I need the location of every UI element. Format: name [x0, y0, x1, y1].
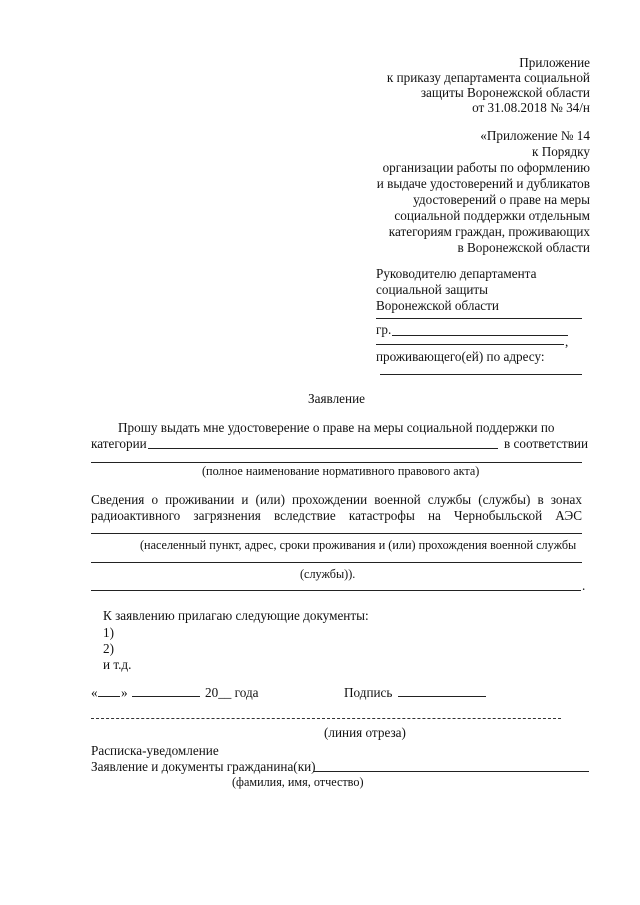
act-caption: (полное наименование нормативного правового акта) — [202, 464, 480, 478]
order-line: к Порядку — [531, 144, 590, 159]
citizen-prefix: гр. — [376, 322, 392, 337]
appendix-line: к приказу департамента социальной — [386, 70, 590, 85]
category-label: категории — [91, 436, 147, 451]
signature-label: Подпись — [344, 685, 393, 700]
date-day-field[interactable] — [98, 696, 120, 697]
extra-field[interactable] — [91, 590, 581, 591]
citizen-fullname-field[interactable] — [313, 771, 589, 772]
date-close-quote: » — [121, 685, 128, 700]
addressee-line: Руководителю департамента — [376, 266, 537, 281]
service-field[interactable] — [91, 562, 582, 563]
addressee-line: Воронежской области — [376, 298, 499, 313]
attachment-item: 1) — [103, 625, 114, 640]
residence-caption: (населенный пункт, адрес, сроки проживания и (или) прохождения военной службы — [140, 538, 577, 552]
order-line: организации работы по оформлению — [382, 160, 590, 175]
date-month-field[interactable] — [132, 696, 200, 697]
attachment-item: 2) — [103, 641, 114, 656]
addressee-line: социальной защиты — [376, 282, 489, 297]
order-line: удостоверений о праве на меры — [413, 192, 590, 207]
date-year: 20__ года — [205, 685, 259, 700]
receipt-title: Расписка-уведомление — [91, 743, 219, 758]
accordance-label: в соответствии — [504, 436, 589, 451]
residence-field[interactable] — [91, 533, 582, 534]
date-open-quote: « — [91, 685, 98, 700]
order-line: социальной поддержки отдельным — [394, 208, 590, 223]
signature-field[interactable] — [398, 696, 486, 697]
attachment-item: и т.д. — [103, 657, 132, 672]
appendix-line: Приложение — [519, 55, 590, 70]
addressee-blank-line[interactable] — [376, 318, 582, 319]
form-title: Заявление — [308, 391, 365, 406]
residing-label: проживающего(ей) по адресу: — [376, 349, 545, 364]
order-line: «Приложение № 14 — [480, 128, 590, 143]
attachments-intro: К заявлению прилагаю следующие документы: — [103, 608, 369, 623]
citizen-name-field-2[interactable] — [376, 344, 564, 345]
receipt-docs-label: Заявление и документы гражданина(ки) — [91, 759, 316, 774]
period: . — [582, 578, 586, 593]
residence-text-1: Сведения о проживании и (или) прохождении военной службы (службы) в зонах — [91, 492, 582, 507]
fullname-caption: (фамилия, имя, отчество) — [232, 775, 364, 789]
service-caption: (службы)). — [300, 567, 356, 581]
appendix-line: защиты Воронежской области — [420, 85, 590, 100]
address-field[interactable] — [380, 374, 582, 375]
order-line: категориям граждан, проживающих — [388, 224, 590, 239]
citizen-name-field[interactable] — [392, 335, 568, 336]
cut-line — [91, 718, 561, 719]
order-line: в Воронежской области — [457, 240, 590, 255]
order-line: и выдаче удостоверений и дубликатов — [376, 176, 590, 191]
residence-text-2: радиоактивного загрязнения вследствие катастрофы на Чернобыльской АЭС — [91, 508, 582, 523]
request-text: Прошу выдать мне удостоверение о праве на меры социальной поддержки по — [118, 420, 555, 435]
cut-caption: (линия отреза) — [324, 725, 406, 740]
category-field[interactable] — [148, 448, 498, 449]
comma: , — [565, 334, 569, 349]
appendix-line: от 31.08.2018 № 34/н — [472, 100, 590, 115]
